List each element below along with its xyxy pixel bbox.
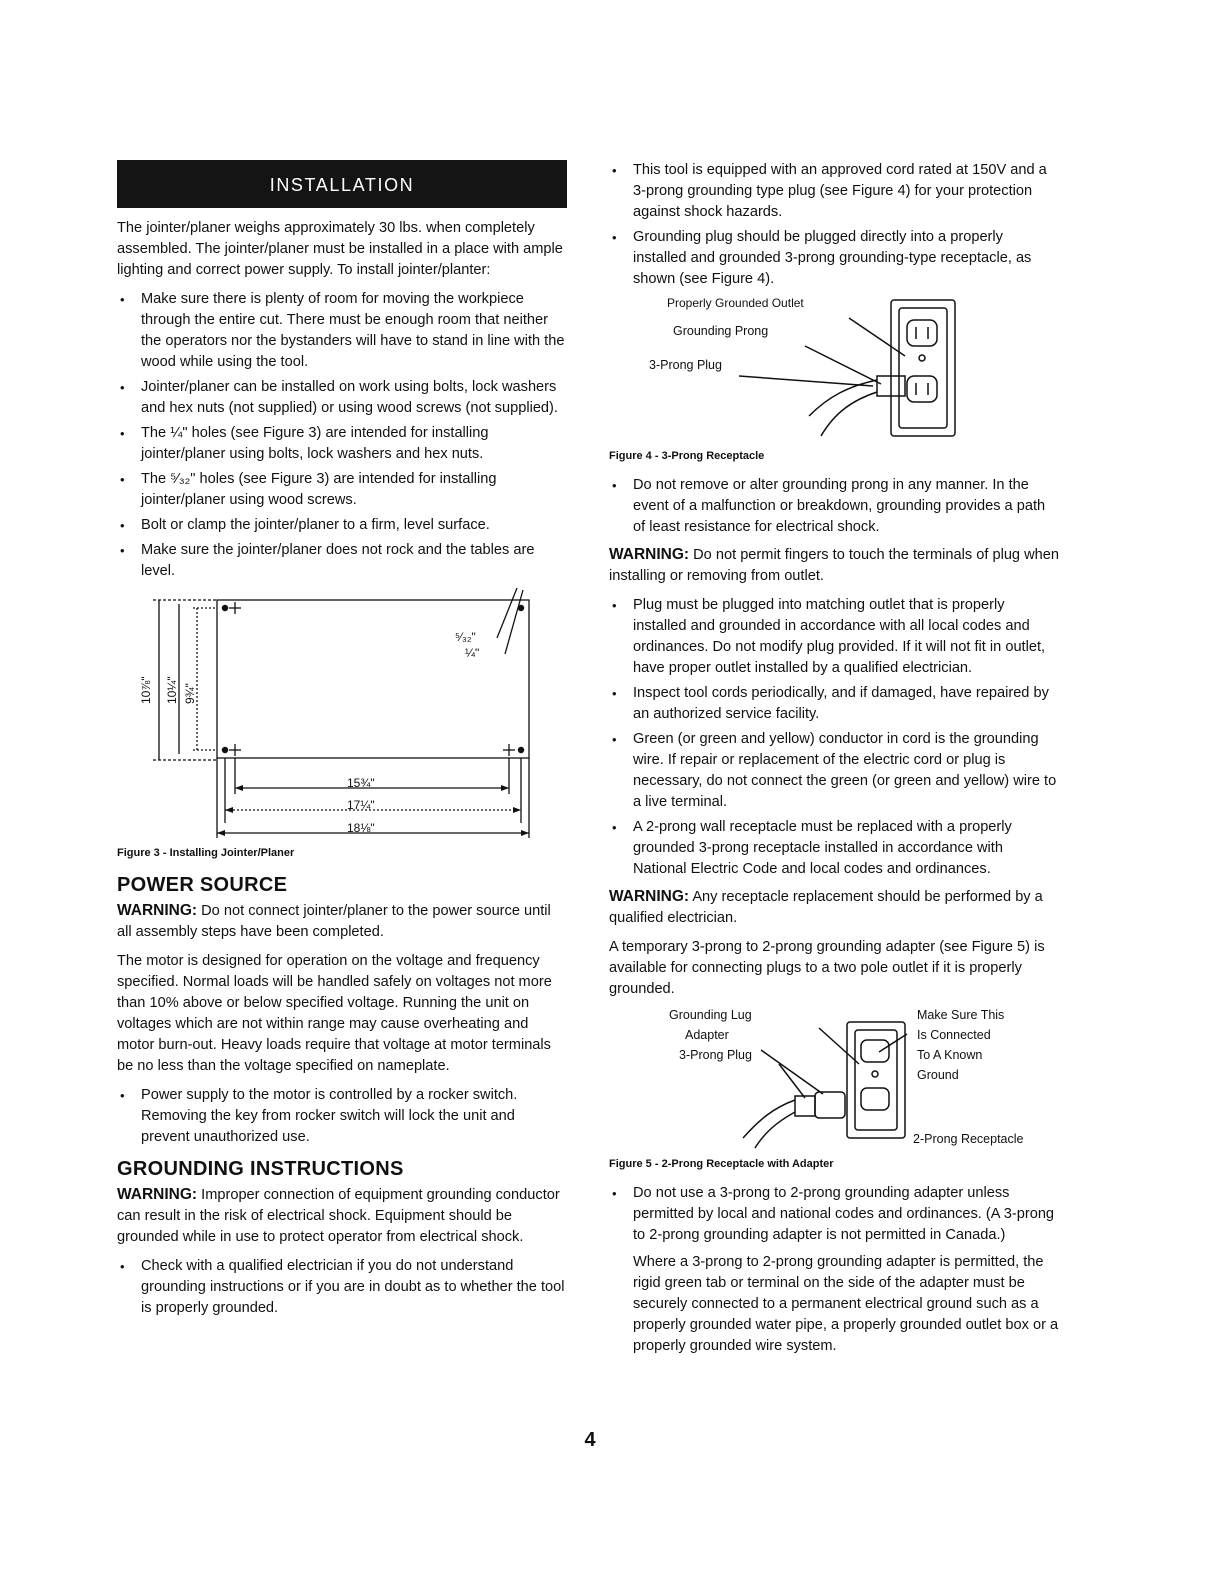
- mounting-base-drawing: [117, 588, 567, 843]
- adapter-paragraph: A temporary 3-prong to 2-prong grounding adapter (see Figure 5) is available for connecting plugs to a two pole outlet if it is properly grounded.: [609, 939, 1045, 997]
- figure-5-adapter-diagram: [609, 1008, 1059, 1154]
- power-warning: [117, 900, 567, 943]
- width-inner-dim: 15¾": [347, 776, 375, 790]
- grounding-warning: [117, 1184, 567, 1248]
- replacement-warning: [609, 886, 1059, 929]
- intro-paragraph: The jointer/planer weighs approximately 30 lbs. when completely assembled. The jointer/planer must be installed in a place with ample lighting and correct power supply. To install jointer/planter:: [117, 220, 563, 278]
- left-column: [117, 160, 567, 1325]
- figure-3-mounting-diagram: [117, 588, 567, 843]
- label-prong: Grounding Prong: [673, 324, 769, 338]
- list-item: • A 2-prong wall receptacle must be replaced with a properly grounded 3-prong receptacle installed in accordance with National Electric Code and local codes and ordinances.: [609, 817, 1059, 880]
- warning-label: WARNING:: [609, 546, 690, 563]
- list-item: • Inspect tool cords periodically, and if damaged, have repaired by an authorized service facility.: [609, 683, 1059, 725]
- label-lug: Grounding Lug: [669, 1008, 752, 1022]
- grounding-heading: GROUNDING INSTRUCTIONS: [117, 1158, 404, 1180]
- page-number: 4: [584, 1429, 596, 1451]
- list-item: • Make sure there is plenty of room for moving the workpiece through the entire cut. There must be enough room that neither the operators nor the bystanders will have to stand in line with the wood while using the tool.: [117, 289, 567, 373]
- list-item: • Do not use a 3-prong to 2-prong grounding adapter unless permitted by local and national codes and ordinances. (A 3-prong to 2-prong grounding adapter is not permitted in Canada.): [609, 1183, 1059, 1246]
- list-item: • The ⁵⁄₃₂" holes (see Figure 3) are intended for installing jointer/planer using wood screws.: [117, 469, 567, 511]
- right-mid-bullet-list: [609, 595, 1059, 880]
- figure-4-caption: Figure 4 - 3-Prong Receptacle: [609, 450, 765, 462]
- caption-label: Figure 5: [609, 1158, 652, 1170]
- height-outer-dim: 10⅞": [139, 676, 153, 704]
- label-make-sure: Make Sure This: [917, 1008, 1005, 1022]
- power-bullet-list: [117, 1085, 567, 1148]
- figure-3-caption: Figure 3 - Installing Jointer/Planer: [117, 847, 295, 859]
- warning-text: Any receptacle replacement should be performed by a qualified electrician.: [609, 889, 1043, 926]
- caption-title: 3-Prong Receptacle: [661, 450, 765, 462]
- figure-4-receptacle-diagram: [609, 296, 1059, 446]
- terminal-warning: [609, 544, 1059, 587]
- warning-label: WARNING:: [117, 1186, 198, 1203]
- warning-text: Improper connection of equipment grounding conductor can result in the risk of electrical shock. Equipment should be grounded while in use to protect operator from electrical shock.: [117, 1187, 560, 1245]
- label-known: To A Known: [917, 1048, 983, 1062]
- power-paragraph: The motor is designed for operation on the voltage and frequency specified. Normal loads will be handled safely on voltages not more than 10% above or below specified voltage. Running the unit on voltages which are not within range may cause overheating and motor burn-out. Heavy loads require that voltage at motor terminals be no less than the voltage specified on nameplate.: [117, 953, 552, 1074]
- list-item: • Bolt or clamp the jointer/planer to a firm, level surface.: [117, 515, 567, 536]
- list-item: • Do not remove or alter grounding prong in any manner. In the event of a malfunction or breakdown, grounding provides a path of least resistance for electrical shock.: [609, 475, 1059, 538]
- warning-label: WARNING:: [609, 888, 690, 905]
- section-title: INSTALLATION: [117, 160, 567, 208]
- height-inner-dim: 9¾": [183, 683, 197, 704]
- height-mid-dim: 10¼": [165, 676, 179, 704]
- list-item: • Jointer/planer can be installed on work using bolts, lock washers and hex nuts (not supplied) or using wood screws (not supplied).: [117, 377, 567, 419]
- list-item: • Power supply to the motor is controlled by a rocker switch. Removing the key from rocker switch will lock the unit and prevent unauthorized use.: [117, 1085, 567, 1148]
- prong-bullet-list: [609, 475, 1059, 538]
- warning-text: Do not permit fingers to touch the terminals of plug when installing or removing from outlet.: [609, 547, 1059, 584]
- right-top-bullet-list: [609, 160, 1059, 290]
- warning-label: WARNING:: [117, 902, 198, 919]
- warning-text: Do not connect jointer/planer to the power source until all assembly steps have been completed.: [117, 903, 551, 940]
- label-connected: Is Connected: [917, 1028, 991, 1042]
- list-item: • This tool is equipped with an approved cord rated at 150V and a 3-prong grounding type plug (see Figure 4) for your protection against shock hazards.: [609, 160, 1059, 223]
- figure-5-caption: Figure 5 - 2-Prong Receptacle with Adapter: [609, 1158, 834, 1170]
- list-item: • Green (or green and yellow) conductor in cord is the grounding wire. If repair or replacement of the electric cord or plug is necessary, do not connect the green (or green and yellow) wire to a live terminal.: [609, 729, 1059, 813]
- hole-large-dim: ¼": [465, 646, 480, 660]
- install-bullet-list: [117, 289, 567, 582]
- list-item: • Plug must be plugged into matching outlet that is properly installed and grounded in accordance with all local codes and ordinances. Do not modify plug provided. If it will not fit in outlet, have proper outlet installed by a qualified electrician.: [609, 595, 1059, 679]
- width-outer-dim: 18⅛": [347, 821, 375, 835]
- label-plug: 3-Prong Plug: [679, 1048, 752, 1062]
- label-outlet: Properly Grounded Outlet: [667, 296, 804, 310]
- right-column: [609, 160, 1059, 1365]
- grounding-bullet-list: [117, 1256, 567, 1319]
- caption-label: Figure 3: [117, 847, 160, 859]
- caption-label: Figure 4: [609, 450, 652, 462]
- label-adapter: Adapter: [685, 1028, 729, 1042]
- width-mid-dim: 17¼": [347, 798, 375, 812]
- list-item: • Check with a qualified electrician if you do not understand grounding instructions or if you are in doubt as to whether the tool is properly grounded.: [117, 1256, 567, 1319]
- list-item: • The ¼" holes (see Figure 3) are intended for installing jointer/planer using bolts, lock washers and hex nuts.: [117, 423, 567, 465]
- list-item: • Grounding plug should be plugged directly into a properly installed and grounded 3-prong grounding-type receptacle, as shown (see Figure 4).: [609, 227, 1059, 290]
- list-item: • Make sure the jointer/planer does not rock and the tables are level.: [117, 540, 567, 582]
- label-receptacle: 2-Prong Receptacle: [913, 1132, 1024, 1146]
- adapter-bullet-list: [609, 1183, 1059, 1246]
- final-paragraph: Where a 3-prong to 2-prong grounding adapter is permitted, the rigid green tab or terminal on the side of the adapter must be securely connected to a permanent electrical ground such as a properly grounded water pipe, a properly grounded outlet box or a properly grounded wire system.: [633, 1254, 1059, 1354]
- caption-title: Installing Jointer/Planer: [169, 847, 295, 859]
- label-plug: 3-Prong Plug: [649, 358, 722, 372]
- power-source-heading: POWER SOURCE: [117, 874, 288, 896]
- caption-title: 2-Prong Receptacle with Adapter: [661, 1158, 834, 1170]
- hole-small-dim: ⁵⁄₃₂": [455, 630, 476, 644]
- label-ground: Ground: [917, 1068, 959, 1082]
